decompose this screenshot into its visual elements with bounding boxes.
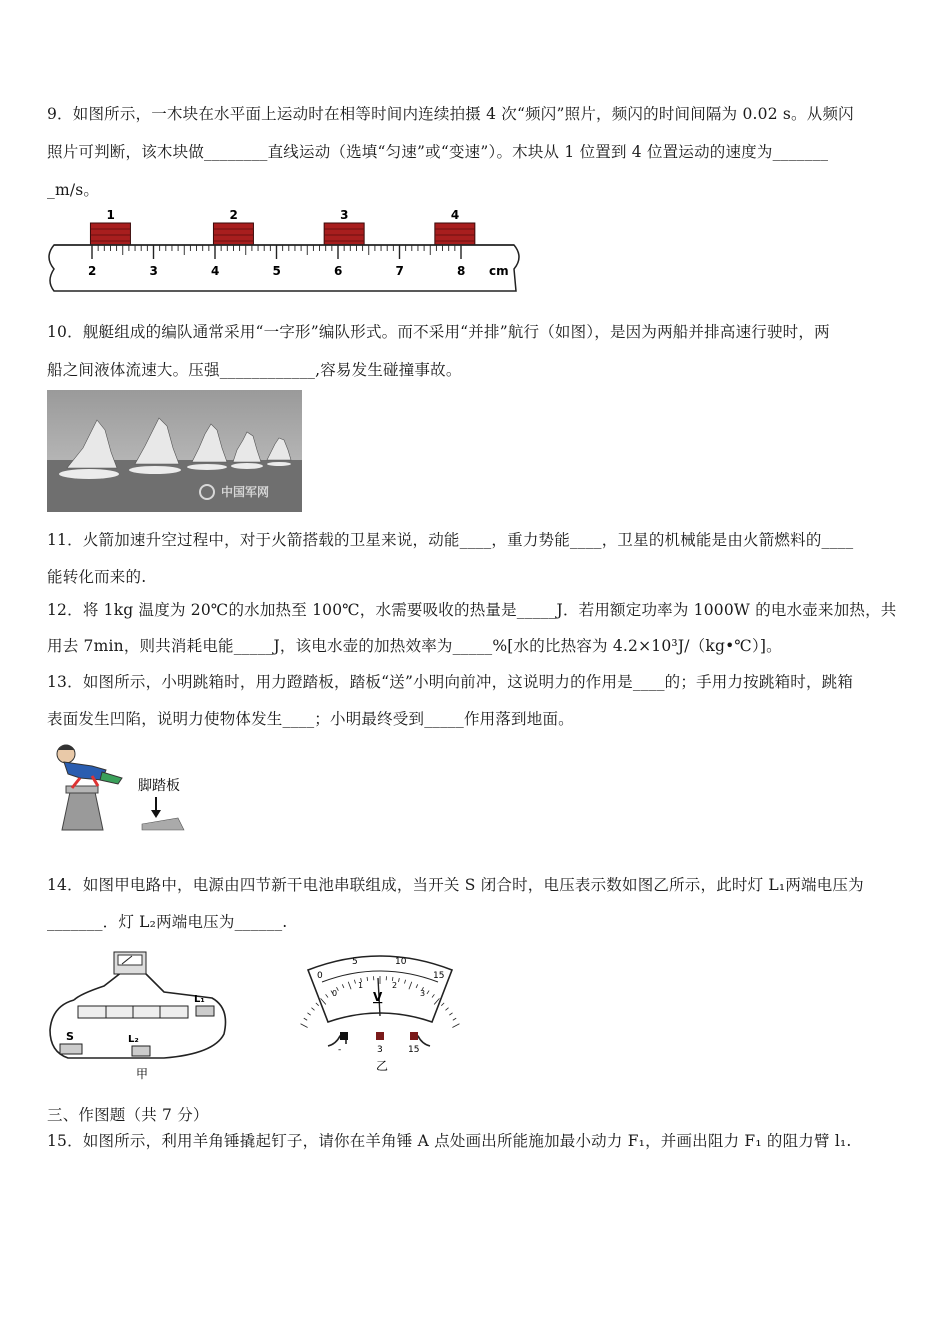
wood-block-label: 1	[106, 208, 115, 222]
wood-block	[90, 223, 130, 245]
lamp-l2-icon	[132, 1046, 150, 1056]
vaulting-box	[62, 792, 103, 830]
q13-line1: 13．如图所示，小明跳箱时，用力蹬踏板，踏板“送”小明向前冲，这说明力的作用是____的；手用力按跳箱时，跳箱	[47, 673, 854, 691]
ruler-tick-label: 2	[88, 264, 97, 278]
q10-line2: 船之间液体流速大。压强____________,容易发生碰撞事故。	[47, 361, 462, 379]
dial-tick	[301, 1024, 308, 1028]
q9-line1: 9．如图所示，一木块在水平面上运动时在相等时间内连续拍摄 4 次“频闪”照片，频闪的时间间隔为 0.02 s。从频闪	[47, 105, 854, 123]
section3-heading: 三、作图题（共 7 分）	[47, 1106, 209, 1124]
switch-icon	[60, 1044, 82, 1054]
q12-line2: 用去 7min，则共消耗电能_____J，该电水壶的加热效率为_____%[水的比热容为 4.2×10³J/（kg•℃）]。	[47, 637, 782, 655]
dial-tick	[445, 1008, 448, 1011]
svg-text:1: 1	[358, 981, 364, 990]
q12-line1: 12．将 1kg 温度为 20℃的水加热至 100℃，水需要吸收的热量是_____J．若用额定功率为 1000W 的电水壶来加热，共	[47, 601, 897, 619]
lamp-l1-icon	[196, 1006, 214, 1016]
dial-tick	[316, 1003, 319, 1006]
q13-line2: 表面发生凹陷，说明力使物体发生____；小明最终受到_____作用落到地面。	[47, 710, 574, 728]
springboard-label: 脚踏板	[138, 778, 180, 794]
q9-line3: _m/s。	[47, 181, 100, 199]
arrow-down-icon	[151, 810, 161, 818]
svg-text:0: 0	[317, 971, 323, 981]
warships-photo	[47, 390, 302, 512]
q11-line2: 能转化而来的.	[47, 568, 147, 586]
svg-text:3: 3	[377, 1045, 383, 1055]
q11-line1: 11．火箭加速升空过程中，对于火箭搭载的卫星来说，动能____，重力势能____，卫星的机械能是由火箭燃料的____	[47, 531, 854, 549]
ruler-unit: cm	[489, 264, 509, 278]
svg-text:2: 2	[392, 981, 398, 990]
wood-block-label: 3	[340, 208, 349, 222]
dial-tick	[453, 1018, 456, 1020]
ruler-tick-label: 5	[272, 264, 281, 278]
wood-block	[435, 223, 475, 245]
circuit-caption: 甲	[136, 1067, 149, 1081]
springboard	[142, 818, 184, 830]
dial-tick	[367, 977, 368, 981]
lamp-l2-label: L₂	[128, 1034, 139, 1045]
dial-tick	[304, 1018, 307, 1020]
wood-block	[324, 223, 364, 245]
dial-tick	[441, 1003, 444, 1006]
ruler-blocks	[90, 208, 474, 245]
q14-line1: 14．如图甲电路中，电源由四节新干电池串联组成，当开关 S 闭合时，电压表示数如图乙所示，此时灯 L₁两端电压为	[47, 876, 864, 894]
dial-tick	[311, 1008, 314, 1011]
voltmeter-dial-figure	[300, 948, 460, 1078]
ruler-body	[49, 245, 519, 291]
dial-tick	[449, 1013, 452, 1015]
ruler-tick-label: 6	[334, 264, 343, 278]
wood-block	[213, 223, 253, 245]
boy-body	[64, 762, 106, 780]
circuit-figure	[44, 942, 244, 1084]
svg-text:15: 15	[408, 1045, 420, 1055]
ruler-figure	[44, 205, 534, 297]
ruler-tick-label: 3	[149, 264, 158, 278]
photo-watermark: 中国军网	[221, 485, 270, 499]
switch-label: S	[66, 1030, 74, 1043]
svg-text:10: 10	[395, 957, 407, 967]
q14-line2: _______．灯 L₂两端电压为______.	[47, 913, 288, 931]
q10-line1: 10．舰艇组成的编队通常采用“一字形”编队形式。而不采用“并排”航行（如图），是因为两船并排高速行驶时，两	[47, 323, 830, 341]
dial-tick	[307, 1013, 310, 1015]
svg-text:0: 0	[332, 989, 338, 998]
ruler-tick-label: 8	[457, 264, 466, 278]
svg-text:3: 3	[420, 989, 426, 998]
dial-unit: V	[373, 990, 383, 1004]
dial-tick	[452, 1024, 459, 1028]
svg-text:15: 15	[433, 971, 445, 981]
svg-text:5: 5	[352, 957, 358, 967]
q9-line2: 照片可判断，该木块做________直线运动（选填“匀速”或“变速”）。木块从 1 位置到 4 位置运动的速度为_______	[47, 143, 829, 161]
svg-text:-: -	[338, 1045, 342, 1055]
meter-caption: 乙	[376, 1059, 389, 1073]
ruler-tick-label: 7	[395, 264, 404, 278]
meter-terminals	[328, 1032, 430, 1055]
q15-line1: 15．如图所示，利用羊角锤撬起钉子，请你在羊角锤 A 点处画出所能施加最小动力 F₁，并画出阻力 F₁ 的阻力臂 l₁.	[47, 1132, 852, 1150]
wood-block-label: 4	[450, 208, 460, 222]
lamp-l1-label: L₁	[194, 994, 205, 1005]
wood-block-label: 2	[229, 208, 238, 222]
vaulting-box-figure	[50, 740, 200, 835]
ruler-tick-label: 4	[211, 264, 220, 278]
